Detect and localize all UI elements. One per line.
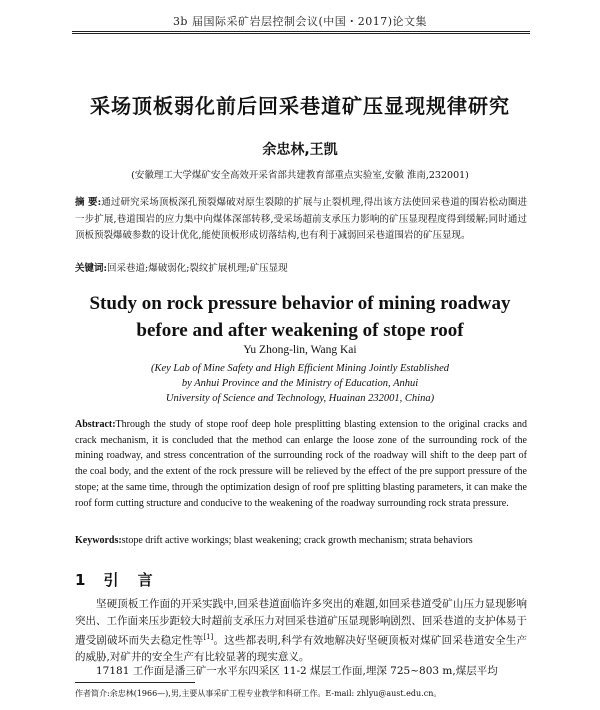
chinese-abstract-text: 通过研究采场顶板深孔预裂爆破对原生裂隙的扩展与止裂机理,得出该方法使回采巷道的围岩松动圈进一步扩展,巷道围岩的应力集中向煤体深部转移,受采场超前支承压力影响的矿压显现程度得到缓解;同时通过顶板预裂爆破参数的设计优化,能使顶板形成切落结构,也有利于减弱回采巷道围岩的矿压显现。 [75, 197, 527, 241]
english-title [0, 290, 600, 344]
header-rule [72, 31, 530, 32]
running-head: 3b 届国际采矿岩层控制会议(中国・2017)论文集 [172, 15, 428, 28]
chinese-affiliation: (安徽理工大学煤矿安全高效开采省部共建教育部重点实验室,安徽 淮南,232001) [131, 170, 469, 181]
chinese-abstract-label: 摘 要: [75, 197, 102, 208]
chinese-abstract [75, 195, 527, 245]
footnote-rule [75, 682, 195, 683]
english-title-line2: before and after weakening of stope roof [136, 320, 464, 341]
chinese-keywords [75, 262, 527, 276]
english-authors: Yu Zhong-lin, Wang Kai [243, 344, 357, 356]
intro-paragraph-1-tail: 。这些都表明,科学有效地解决好坚硬顶板对煤矿回采巷道安全生产的威胁,对矿井的安全生产有比较显著的现实意义。 [75, 634, 527, 664]
english-keywords [75, 535, 527, 546]
intro-paragraph-2: 17181 工作面是潘三矿一水平东四采区 11-2 煤层工作面,埋深 725~803 m,煤层平均 [96, 665, 498, 677]
section-title: 引 言 [103, 571, 153, 589]
header-rule-double [72, 33, 530, 34]
chinese-keywords-text: 回采巷道;爆破弱化;裂纹扩展机理;矿压显现 [107, 263, 288, 274]
chinese-title: 采场顶板弱化前后回采巷道矿压显现规律研究 [90, 94, 510, 118]
english-affil-line3: University of Science and Technology, Huainan 232001, China) [165, 393, 435, 404]
chinese-authors: 余忠林,王凯 [262, 142, 338, 158]
author-footnote: 作者简介:余忠林(1966—),男,主要从事采矿工程专业教学和科研工作。E-mail: zhlyu@aust.edu.cn。 [75, 689, 442, 698]
intro-paragraph-1-text: 坚硬顶板工作面的开采实践中,回采巷道面临许多突出的难题,如回采巷道受矿山压力显现影响突出、工作面来压步距较大时超前支承压力对回采巷道矿压显现影响剧烈、回采巷道的支护体易于遭受剧破坏而失去稳定性等 [75, 598, 527, 647]
chinese-keywords-label: 关键词: [75, 263, 108, 274]
english-affiliation [0, 361, 600, 406]
english-keywords-label: Keywords: [75, 535, 122, 546]
english-affil-line2: by Anhui Province and the Ministry of Education, Anhui [181, 378, 419, 389]
english-affil-line1: (Key Lab of Mine Safety and High Efficient Mining Jointly Established [150, 363, 450, 374]
english-abstract-text: Through the study of stope roof deep hole presplitting blasting extension to the original cracks and crack mechanism, it is concluded that the method can enlarge the loose zone of the surrounding rock of the mining roadway, and stress concentration of the surrounding rock of the roadway will shift to the deep part of the coal body, and the extent of the rock pressure will be relieved by the effect of the pre support pressure of the stope; at the same time, through the optimization design of roof pre splitting blasting parameters, it can make the roof form cutting structure and conducive to the weakening of the roadway surrounding rock strata pressure. [75, 419, 527, 509]
section-heading-introduction [75, 569, 171, 590]
english-keywords-text: stope drift active workings; blast weakening; crack growth mechanism; strata behaviors [121, 535, 473, 546]
section-number: 1 [75, 571, 86, 589]
citation-ref[interactable]: [1] [203, 633, 214, 642]
english-abstract [75, 417, 527, 511]
english-abstract-label: Abstract: [75, 419, 116, 430]
english-title-line1: Study on rock pressure behavior of mining roadway [89, 293, 511, 314]
intro-paragraph-1 [75, 596, 527, 666]
